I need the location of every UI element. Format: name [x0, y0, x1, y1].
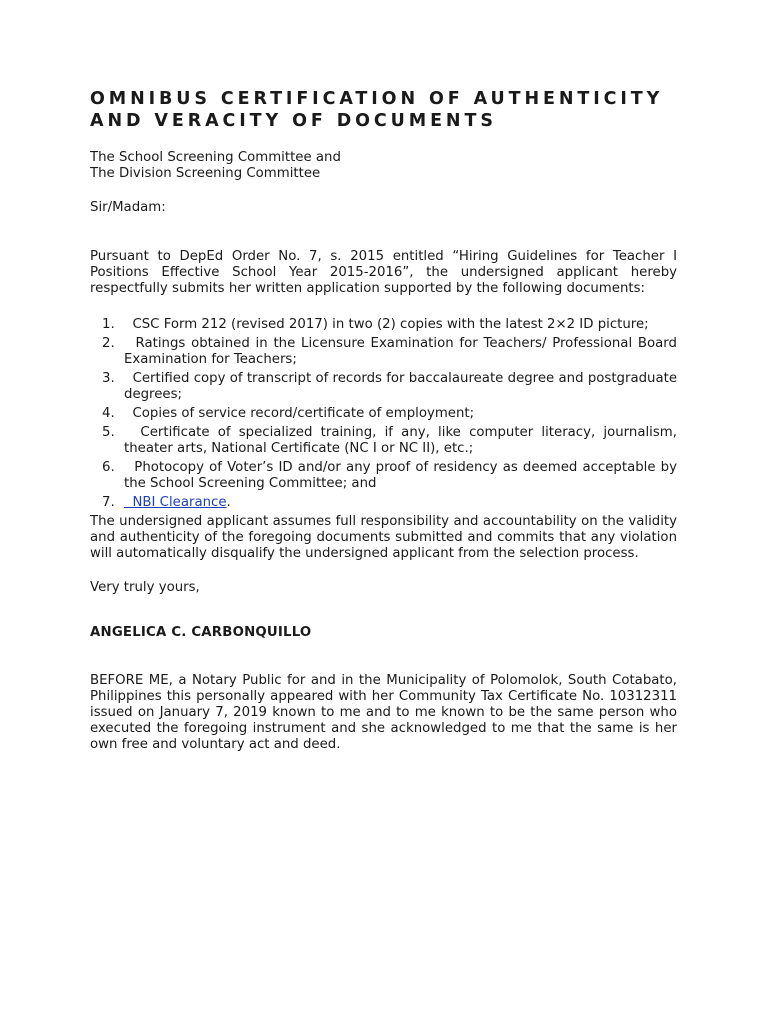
addressee-line-1: The School Screening Committee and: [90, 150, 341, 165]
list-item-text: Copies of service record/certificate of employment;: [124, 406, 475, 421]
title-line-2: AND VERACITY OF DOCUMENTS: [90, 111, 497, 131]
list-item-number: 3.: [102, 371, 115, 386]
nbi-clearance-link[interactable]: NBI Clearance: [124, 495, 227, 510]
list-item: [90, 317, 677, 333]
closing-paragraph: The undersigned applicant assumes full responsibility and accountability on the validity and authenticity of the foregoing documents submitted and commits that any violation will automatically disqualify the undersigned applicant from the selection process.: [90, 514, 677, 561]
document-page: [90, 88, 677, 753]
list-item-text: Ratings obtained in the Licensure Examination for Teachers/ Professional Board Examination for Teachers;: [124, 336, 677, 367]
list-item-number: 6.: [102, 460, 115, 475]
notary-paragraph: BEFORE ME, a Notary Public for and in the Municipality of Polomolok, South Cotabato, Philippines this personally appeared with her Community Tax Certificate No. 10312311 issued on January 7, 2019 known to me and to me known to be the same person who executed the foregoing instrument and she acknowledged to me that the same is her own free and voluntary act and deed.: [90, 673, 677, 752]
list-item: [90, 460, 677, 492]
list-item-number: 2.: [102, 336, 115, 351]
intro-paragraph: Pursuant to DepEd Order No. 7, s. 2015 entitled “Hiring Guidelines for Teacher I Positions Effective School Year 2015-2016”, the undersigned applicant hereby respectfully submits her written application supported by the following documents:: [90, 249, 677, 296]
signatory-name: ANGELICA C. CARBONQUILLO: [90, 625, 312, 640]
list-item-suffix: .: [226, 495, 231, 510]
list-item-number: 7.: [102, 495, 115, 510]
list-item-number: 5.: [102, 425, 115, 440]
list-item-text: CSC Form 212 (revised 2017) in two (2) copies with the latest 2×2 ID picture;: [124, 317, 649, 332]
list-item: [90, 495, 677, 511]
list-item: [90, 406, 677, 422]
valediction: Very truly yours,: [90, 580, 200, 595]
addressee-line-2: The Division Screening Committee: [90, 166, 321, 181]
required-documents-list: [90, 317, 677, 511]
list-item-text: Certificate of specialized training, if any, like computer literacy, journalism, theater arts, National Certificate (NC I or NC II), etc.;: [124, 425, 677, 456]
list-item-number: 4.: [102, 406, 115, 421]
list-item-text: Photocopy of Voter’s ID and/or any proof of residency as deemed acceptable by the School Screening Committee; and: [124, 460, 677, 491]
list-item: [90, 371, 677, 403]
list-item-text: Certified copy of transcript of records for baccalaureate degree and postgraduate degrees;: [124, 371, 677, 402]
list-item: [90, 425, 677, 457]
salutation: Sir/Madam:: [90, 200, 166, 215]
addressee: [90, 150, 677, 182]
list-item-number: 1.: [102, 317, 115, 332]
document-title: [90, 88, 677, 132]
list-item: [90, 336, 677, 368]
title-line-1: OMNIBUS CERTIFICATION OF AUTHENTICITY: [90, 89, 664, 109]
